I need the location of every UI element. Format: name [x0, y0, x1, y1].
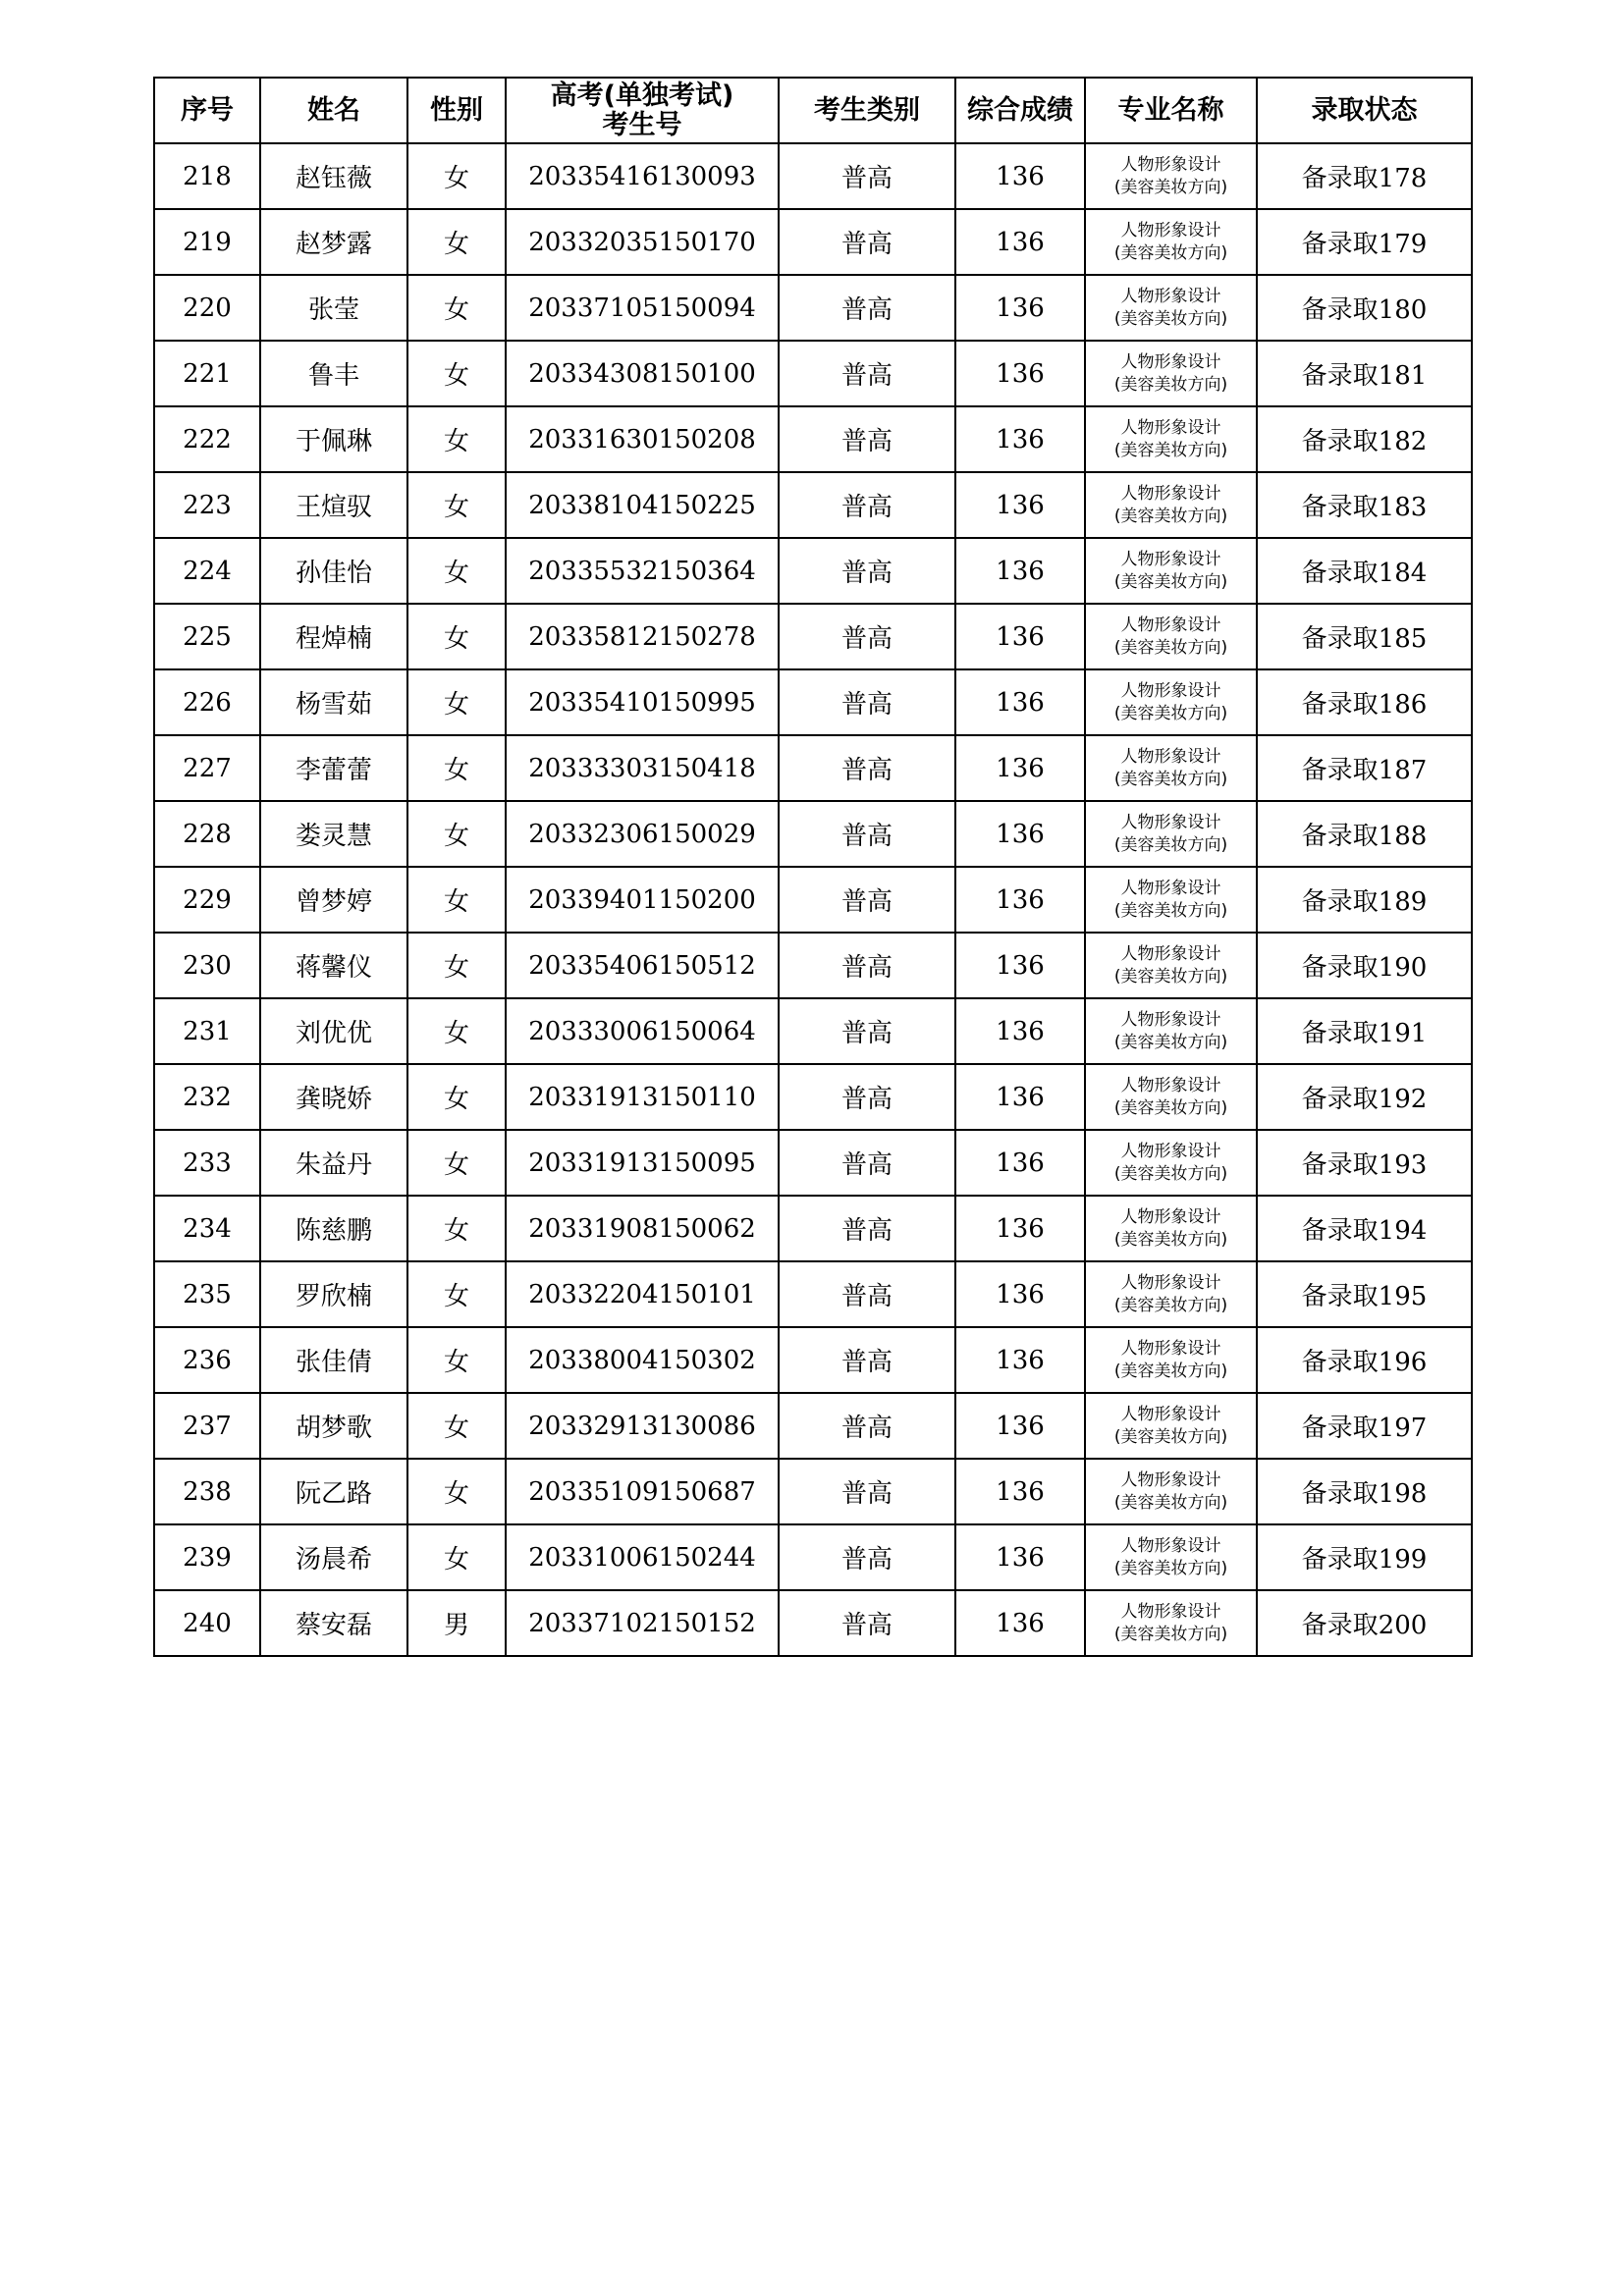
- cell-score: 136: [955, 209, 1085, 275]
- cell-exam-number: 20333303150418: [506, 735, 779, 801]
- cell-category: 普高: [779, 209, 955, 275]
- cell-gender: 女: [407, 604, 506, 669]
- cell-score: 136: [955, 735, 1085, 801]
- cell-exam-number: 20332913130086: [506, 1393, 779, 1459]
- cell-category: 普高: [779, 1327, 955, 1393]
- cell-major-line2: (美容美妆方向): [1113, 506, 1228, 526]
- cell-category: 普高: [779, 143, 955, 209]
- cell-seq: 221: [154, 341, 260, 406]
- cell-status: 备录取195: [1257, 1261, 1472, 1327]
- cell-major: [1085, 735, 1257, 801]
- cell-seq: 228: [154, 801, 260, 867]
- cell-category: 普高: [779, 1524, 955, 1590]
- cell-category: 普高: [779, 472, 955, 538]
- cell-major: [1085, 1327, 1257, 1393]
- admission-table: [153, 77, 1473, 1657]
- cell-exam-number: 20332035150170: [506, 209, 779, 275]
- cell-major: [1085, 998, 1257, 1064]
- header-score: 综合成绩: [955, 78, 1085, 143]
- cell-major-line1: 人物形象设计: [1120, 1469, 1221, 1490]
- table-row: [154, 1261, 1472, 1327]
- cell-score: 136: [955, 1130, 1085, 1196]
- cell-category: 普高: [779, 1196, 955, 1261]
- cell-name: 曾梦婷: [260, 867, 407, 933]
- table-row: [154, 604, 1472, 669]
- cell-seq: 224: [154, 538, 260, 604]
- cell-major-line1: 人物形象设计: [1120, 549, 1221, 569]
- table-row: [154, 933, 1472, 998]
- cell-seq: 240: [154, 1590, 260, 1656]
- table-row: [154, 1327, 1472, 1393]
- cell-gender: 女: [407, 1327, 506, 1393]
- cell-category: 普高: [779, 1130, 955, 1196]
- cell-exam-number: 20335410150995: [506, 669, 779, 735]
- cell-exam-number: 20338104150225: [506, 472, 779, 538]
- cell-major-line1: 人物形象设计: [1120, 1535, 1221, 1556]
- cell-category: 普高: [779, 341, 955, 406]
- table-row: [154, 209, 1472, 275]
- cell-name: 蒋馨仪: [260, 933, 407, 998]
- cell-score: 136: [955, 275, 1085, 341]
- table-row: [154, 472, 1472, 538]
- cell-status: 备录取182: [1257, 406, 1472, 472]
- cell-score: 136: [955, 406, 1085, 472]
- cell-major-line1: 人物形象设计: [1120, 1009, 1221, 1030]
- cell-category: 普高: [779, 406, 955, 472]
- cell-major-line1: 人物形象设计: [1120, 1601, 1221, 1622]
- cell-major: [1085, 1196, 1257, 1261]
- cell-category: 普高: [779, 801, 955, 867]
- cell-major-line1: 人物形象设计: [1120, 220, 1221, 240]
- cell-name: 杨雪茹: [260, 669, 407, 735]
- cell-major: [1085, 1064, 1257, 1130]
- cell-major-line2: (美容美妆方向): [1113, 1229, 1228, 1250]
- cell-seq: 218: [154, 143, 260, 209]
- table-row: [154, 801, 1472, 867]
- cell-exam-number: 20333006150064: [506, 998, 779, 1064]
- cell-status: 备录取186: [1257, 669, 1472, 735]
- cell-gender: 女: [407, 209, 506, 275]
- cell-major-line2: (美容美妆方向): [1113, 1492, 1228, 1513]
- table-row: [154, 538, 1472, 604]
- cell-seq: 231: [154, 998, 260, 1064]
- cell-gender: 女: [407, 1459, 506, 1524]
- cell-exam-number: 20338004150302: [506, 1327, 779, 1393]
- cell-gender: 女: [407, 735, 506, 801]
- cell-category: 普高: [779, 1393, 955, 1459]
- cell-score: 136: [955, 867, 1085, 933]
- header-gender: 性别: [407, 78, 506, 143]
- cell-gender: 女: [407, 538, 506, 604]
- cell-status: 备录取190: [1257, 933, 1472, 998]
- cell-category: 普高: [779, 604, 955, 669]
- cell-category: 普高: [779, 867, 955, 933]
- cell-score: 136: [955, 1327, 1085, 1393]
- cell-major-line2: (美容美妆方向): [1113, 308, 1228, 329]
- cell-major-line1: 人物形象设计: [1120, 943, 1221, 964]
- table-row: [154, 1130, 1472, 1196]
- cell-name: 刘优优: [260, 998, 407, 1064]
- cell-seq: 219: [154, 209, 260, 275]
- cell-seq: 229: [154, 867, 260, 933]
- cell-seq: 220: [154, 275, 260, 341]
- cell-major: [1085, 669, 1257, 735]
- cell-name: 胡梦歌: [260, 1393, 407, 1459]
- cell-major-line2: (美容美妆方向): [1113, 440, 1228, 460]
- cell-name: 张佳倩: [260, 1327, 407, 1393]
- cell-status: 备录取200: [1257, 1590, 1472, 1656]
- cell-category: 普高: [779, 933, 955, 998]
- cell-gender: 女: [407, 933, 506, 998]
- cell-major-line2: (美容美妆方向): [1113, 1295, 1228, 1315]
- table-row: [154, 406, 1472, 472]
- cell-gender: 女: [407, 669, 506, 735]
- cell-gender: 女: [407, 275, 506, 341]
- cell-major-line1: 人物形象设计: [1120, 417, 1221, 438]
- cell-category: 普高: [779, 998, 955, 1064]
- cell-gender: 女: [407, 1524, 506, 1590]
- cell-major-line2: (美容美妆方向): [1113, 242, 1228, 263]
- table-body: [154, 143, 1472, 1656]
- table-row: [154, 143, 1472, 209]
- cell-major-line1: 人物形象设计: [1120, 1338, 1221, 1359]
- cell-major-line1: 人物形象设计: [1120, 1141, 1221, 1161]
- cell-major: [1085, 341, 1257, 406]
- header-exam-number-line1: 高考(单独考试): [550, 80, 734, 111]
- cell-status: 备录取184: [1257, 538, 1472, 604]
- cell-major-line2: (美容美妆方向): [1113, 1558, 1228, 1578]
- cell-exam-number: 20334308150100: [506, 341, 779, 406]
- cell-exam-number: 20335109150687: [506, 1459, 779, 1524]
- header-name: 姓名: [260, 78, 407, 143]
- cell-seq: 226: [154, 669, 260, 735]
- cell-status: 备录取187: [1257, 735, 1472, 801]
- cell-major-line1: 人物形象设计: [1120, 812, 1221, 832]
- table-row: [154, 1064, 1472, 1130]
- cell-score: 136: [955, 669, 1085, 735]
- cell-exam-number: 20337102150152: [506, 1590, 779, 1656]
- cell-major-line2: (美容美妆方向): [1113, 834, 1228, 855]
- cell-name: 蔡安磊: [260, 1590, 407, 1656]
- cell-major-line1: 人物形象设计: [1120, 286, 1221, 306]
- cell-seq: 236: [154, 1327, 260, 1393]
- cell-major: [1085, 406, 1257, 472]
- cell-exam-number: 20335812150278: [506, 604, 779, 669]
- cell-score: 136: [955, 143, 1085, 209]
- cell-name: 娄灵慧: [260, 801, 407, 867]
- admission-list-page: [153, 77, 1473, 1657]
- cell-exam-number: 20331913150095: [506, 1130, 779, 1196]
- table-row: [154, 1393, 1472, 1459]
- cell-major-line2: (美容美妆方向): [1113, 966, 1228, 987]
- cell-major-line2: (美容美妆方向): [1113, 1361, 1228, 1381]
- cell-major: [1085, 933, 1257, 998]
- cell-score: 136: [955, 933, 1085, 998]
- cell-major-line2: (美容美妆方向): [1113, 637, 1228, 658]
- header-major: 专业名称: [1085, 78, 1257, 143]
- cell-score: 136: [955, 604, 1085, 669]
- cell-major-line1: 人物形象设计: [1120, 1404, 1221, 1424]
- cell-major-line2: (美容美妆方向): [1113, 703, 1228, 723]
- cell-exam-number: 20332204150101: [506, 1261, 779, 1327]
- cell-exam-number: 20331630150208: [506, 406, 779, 472]
- cell-status: 备录取199: [1257, 1524, 1472, 1590]
- cell-category: 普高: [779, 1064, 955, 1130]
- cell-category: 普高: [779, 669, 955, 735]
- cell-name: 王煊驭: [260, 472, 407, 538]
- cell-gender: 女: [407, 801, 506, 867]
- cell-major-line2: (美容美妆方向): [1113, 1426, 1228, 1447]
- cell-gender: 女: [407, 1393, 506, 1459]
- cell-status: 备录取193: [1257, 1130, 1472, 1196]
- cell-score: 136: [955, 472, 1085, 538]
- cell-exam-number: 20339401150200: [506, 867, 779, 933]
- header-status: 录取状态: [1257, 78, 1472, 143]
- cell-name: 汤晨希: [260, 1524, 407, 1590]
- cell-seq: 227: [154, 735, 260, 801]
- cell-major-line2: (美容美妆方向): [1113, 177, 1228, 197]
- header-category: 考生类别: [779, 78, 955, 143]
- cell-gender: 女: [407, 998, 506, 1064]
- cell-exam-number: 20331006150244: [506, 1524, 779, 1590]
- cell-status: 备录取188: [1257, 801, 1472, 867]
- cell-major: [1085, 1590, 1257, 1656]
- cell-exam-number: 20331908150062: [506, 1196, 779, 1261]
- cell-seq: 239: [154, 1524, 260, 1590]
- cell-major: [1085, 801, 1257, 867]
- cell-major-line1: 人物形象设计: [1120, 878, 1221, 898]
- cell-status: 备录取194: [1257, 1196, 1472, 1261]
- cell-score: 136: [955, 1524, 1085, 1590]
- cell-status: 备录取179: [1257, 209, 1472, 275]
- header-seq: 序号: [154, 78, 260, 143]
- cell-gender: 女: [407, 143, 506, 209]
- cell-exam-number: 20331913150110: [506, 1064, 779, 1130]
- cell-major-line2: (美容美妆方向): [1113, 1163, 1228, 1184]
- cell-name: 张莹: [260, 275, 407, 341]
- cell-major: [1085, 1130, 1257, 1196]
- cell-major-line1: 人物形象设计: [1120, 154, 1221, 175]
- header-exam-number-line2: 考生号: [602, 109, 682, 140]
- cell-gender: 女: [407, 1064, 506, 1130]
- table-row: [154, 275, 1472, 341]
- cell-major: [1085, 1393, 1257, 1459]
- cell-status: 备录取198: [1257, 1459, 1472, 1524]
- cell-seq: 223: [154, 472, 260, 538]
- cell-category: 普高: [779, 1459, 955, 1524]
- cell-gender: 女: [407, 1196, 506, 1261]
- cell-seq: 235: [154, 1261, 260, 1327]
- cell-major-line1: 人物形象设计: [1120, 614, 1221, 635]
- cell-score: 136: [955, 1064, 1085, 1130]
- cell-seq: 232: [154, 1064, 260, 1130]
- table-row: [154, 341, 1472, 406]
- cell-exam-number: 20332306150029: [506, 801, 779, 867]
- cell-major-line2: (美容美妆方向): [1113, 769, 1228, 789]
- cell-gender: 女: [407, 867, 506, 933]
- cell-major-line1: 人物形象设计: [1120, 1272, 1221, 1293]
- cell-major: [1085, 1459, 1257, 1524]
- cell-category: 普高: [779, 275, 955, 341]
- cell-seq: 234: [154, 1196, 260, 1261]
- cell-status: 备录取178: [1257, 143, 1472, 209]
- cell-major-line2: (美容美妆方向): [1113, 374, 1228, 395]
- cell-gender: 女: [407, 341, 506, 406]
- cell-major: [1085, 1524, 1257, 1590]
- table-row: [154, 669, 1472, 735]
- cell-status: 备录取191: [1257, 998, 1472, 1064]
- cell-major-line1: 人物形象设计: [1120, 1206, 1221, 1227]
- cell-seq: 237: [154, 1393, 260, 1459]
- cell-major-line2: (美容美妆方向): [1113, 1032, 1228, 1052]
- table-row: [154, 1459, 1472, 1524]
- cell-gender: 女: [407, 1130, 506, 1196]
- cell-name: 龚晓娇: [260, 1064, 407, 1130]
- cell-major: [1085, 1261, 1257, 1327]
- cell-name: 鲁丰: [260, 341, 407, 406]
- cell-gender: 女: [407, 472, 506, 538]
- cell-major: [1085, 209, 1257, 275]
- cell-name: 朱益丹: [260, 1130, 407, 1196]
- cell-major: [1085, 275, 1257, 341]
- cell-score: 136: [955, 1196, 1085, 1261]
- cell-name: 赵梦露: [260, 209, 407, 275]
- cell-name: 陈慈鹏: [260, 1196, 407, 1261]
- table-row: [154, 867, 1472, 933]
- cell-major-line1: 人物形象设计: [1120, 1075, 1221, 1095]
- cell-score: 136: [955, 998, 1085, 1064]
- cell-major: [1085, 538, 1257, 604]
- cell-category: 普高: [779, 538, 955, 604]
- cell-seq: 233: [154, 1130, 260, 1196]
- cell-status: 备录取197: [1257, 1393, 1472, 1459]
- cell-category: 普高: [779, 1261, 955, 1327]
- table-row: [154, 735, 1472, 801]
- cell-score: 136: [955, 1393, 1085, 1459]
- cell-major: [1085, 143, 1257, 209]
- cell-exam-number: 20337105150094: [506, 275, 779, 341]
- cell-score: 136: [955, 1261, 1085, 1327]
- cell-major-line1: 人物形象设计: [1120, 483, 1221, 504]
- cell-status: 备录取181: [1257, 341, 1472, 406]
- cell-seq: 222: [154, 406, 260, 472]
- cell-major-line2: (美容美妆方向): [1113, 1624, 1228, 1644]
- cell-seq: 230: [154, 933, 260, 998]
- cell-status: 备录取196: [1257, 1327, 1472, 1393]
- cell-score: 136: [955, 538, 1085, 604]
- cell-major: [1085, 472, 1257, 538]
- cell-name: 程焯楠: [260, 604, 407, 669]
- cell-status: 备录取180: [1257, 275, 1472, 341]
- cell-score: 136: [955, 1590, 1085, 1656]
- table-row: [154, 1590, 1472, 1656]
- cell-name: 于佩琳: [260, 406, 407, 472]
- table-header-row: [154, 78, 1472, 143]
- cell-status: 备录取185: [1257, 604, 1472, 669]
- cell-exam-number: 20335406150512: [506, 933, 779, 998]
- table-row: [154, 998, 1472, 1064]
- cell-major: [1085, 867, 1257, 933]
- cell-major-line1: 人物形象设计: [1120, 746, 1221, 767]
- cell-score: 136: [955, 341, 1085, 406]
- cell-gender: 男: [407, 1590, 506, 1656]
- cell-name: 赵钰薇: [260, 143, 407, 209]
- table-row: [154, 1524, 1472, 1590]
- cell-status: 备录取192: [1257, 1064, 1472, 1130]
- cell-gender: 女: [407, 406, 506, 472]
- cell-major-line2: (美容美妆方向): [1113, 571, 1228, 592]
- cell-status: 备录取183: [1257, 472, 1472, 538]
- cell-category: 普高: [779, 735, 955, 801]
- cell-gender: 女: [407, 1261, 506, 1327]
- header-exam-number: [506, 78, 779, 143]
- cell-major: [1085, 604, 1257, 669]
- cell-category: 普高: [779, 1590, 955, 1656]
- cell-exam-number: 20335532150364: [506, 538, 779, 604]
- cell-major-line1: 人物形象设计: [1120, 680, 1221, 701]
- cell-status: 备录取189: [1257, 867, 1472, 933]
- cell-major-line1: 人物形象设计: [1120, 351, 1221, 372]
- cell-name: 孙佳怡: [260, 538, 407, 604]
- cell-seq: 238: [154, 1459, 260, 1524]
- cell-major-line2: (美容美妆方向): [1113, 1097, 1228, 1118]
- cell-score: 136: [955, 1459, 1085, 1524]
- cell-seq: 225: [154, 604, 260, 669]
- cell-exam-number: 20335416130093: [506, 143, 779, 209]
- table-row: [154, 1196, 1472, 1261]
- cell-name: 阮乙路: [260, 1459, 407, 1524]
- cell-name: 李蕾蕾: [260, 735, 407, 801]
- cell-name: 罗欣楠: [260, 1261, 407, 1327]
- cell-score: 136: [955, 801, 1085, 867]
- cell-major-line2: (美容美妆方向): [1113, 900, 1228, 921]
